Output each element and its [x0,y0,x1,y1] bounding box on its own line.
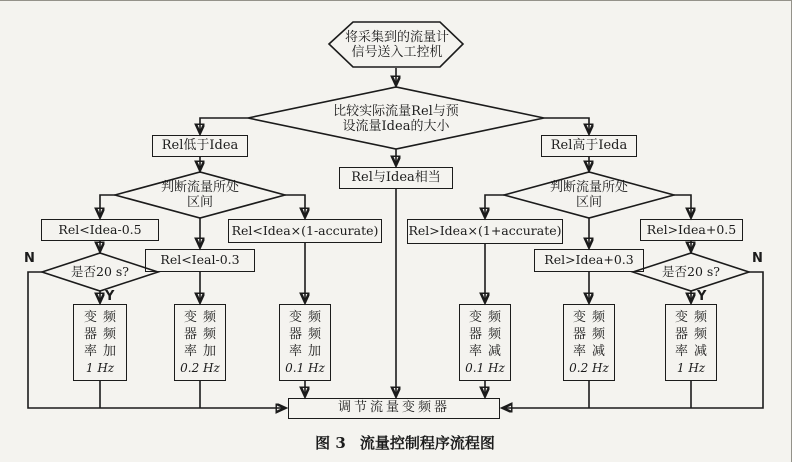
condition-right-inner-box: Rel>Idea×(1+accurate) [407,219,563,244]
branch-high-box: Rel高于Ieda [541,135,637,157]
action-text: 率加 [183,343,222,359]
edge-timer-right-no-to-output [504,272,763,408]
output-box: 调节流量变频器 [288,398,500,419]
action-decrease-02hz-box [563,304,615,381]
action-increase-01hz-box [279,304,331,381]
timer-left-node: 是否20 s? [71,263,129,279]
action-decrease-01hz-box [459,304,511,381]
caption-label: 图 3 [315,434,346,452]
edge-judge-left-to-linner [285,195,305,216]
timer-right-yes-label: Y [697,289,707,304]
judge-right-line1: 判断流量所处 [549,180,628,195]
action-text: 率减 [674,343,713,359]
action-value: 1 Hz [85,360,115,375]
branch-equal-box: Rel与Idea相当 [339,167,453,189]
timer-right-node: 是否20 s? [662,263,720,279]
action-value: 0.2 Hz [569,360,609,375]
action-text: 变频 [288,309,327,325]
start-line1: 将采集到的流量计 [344,30,449,45]
compare-line1: 比较实际流量Rel与预 [333,104,459,119]
branch-low-box: Rel低于Idea [152,135,248,157]
action-text: 变频 [83,309,122,325]
action-text: 器频 [83,326,122,342]
judge-right-line2: 区间 [575,195,602,210]
action-text: 率减 [468,343,507,359]
start-node [330,23,464,67]
action-text: 率加 [83,343,122,359]
action-text: 变频 [572,309,611,325]
judge-left-line2: 区间 [186,195,213,210]
caption-title: 流量控制程序流程图 [359,434,495,452]
action-text: 器频 [572,326,611,342]
condition-left-outer-box: Rel<Idea-0.5 [41,219,159,241]
action-decrease-1hz-box [665,304,717,381]
action-text: 器频 [674,326,713,342]
action-text: 器频 [468,326,507,342]
judge-left-line1: 判断流量所处 [160,180,239,195]
compare-node [316,102,476,136]
edge-judge-left-to-louter [100,195,115,216]
condition-right-mid-box: Rel>Idea+0.3 [534,249,644,272]
action-increase-02hz-box [174,304,226,381]
action-text: 率减 [572,343,611,359]
action-value: 0.1 Hz [465,360,505,375]
action-value: 0.2 Hz [180,360,220,375]
condition-left-inner-box: Rel<Idea×(1-accurate) [228,219,382,243]
edge-compare-to-low [200,118,248,132]
judge-left-node [150,179,250,211]
action-text: 变频 [468,309,507,325]
action-increase-1hz-box [73,304,127,381]
action-text: 率加 [288,343,327,359]
action-text: 变频 [183,309,222,325]
condition-right-outer-box: Rel>Idea+0.5 [640,219,743,241]
action-value: 1 Hz [676,360,706,375]
timer-left-yes-label: Y [105,289,115,304]
edge-compare-to-high [544,118,589,132]
edge-judge-right-to-router [674,195,691,216]
condition-left-mid-box: Rel<Ieal-0.3 [145,249,255,272]
action-text: 变频 [674,309,713,325]
edge-judge-right-to-rinner [485,195,504,216]
compare-line2: 设流量Idea的大小 [342,119,450,134]
judge-right-node [539,179,639,211]
edge-timer-left-no-to-output [28,272,284,408]
start-line2: 信号送入工控机 [351,45,443,60]
action-text: 器频 [183,326,222,342]
action-text: 器频 [288,326,327,342]
timer-right-no-label: N [752,251,763,266]
action-value: 0.1 Hz [285,360,325,375]
timer-left-no-label: N [24,251,35,266]
figure-caption [0,432,792,453]
